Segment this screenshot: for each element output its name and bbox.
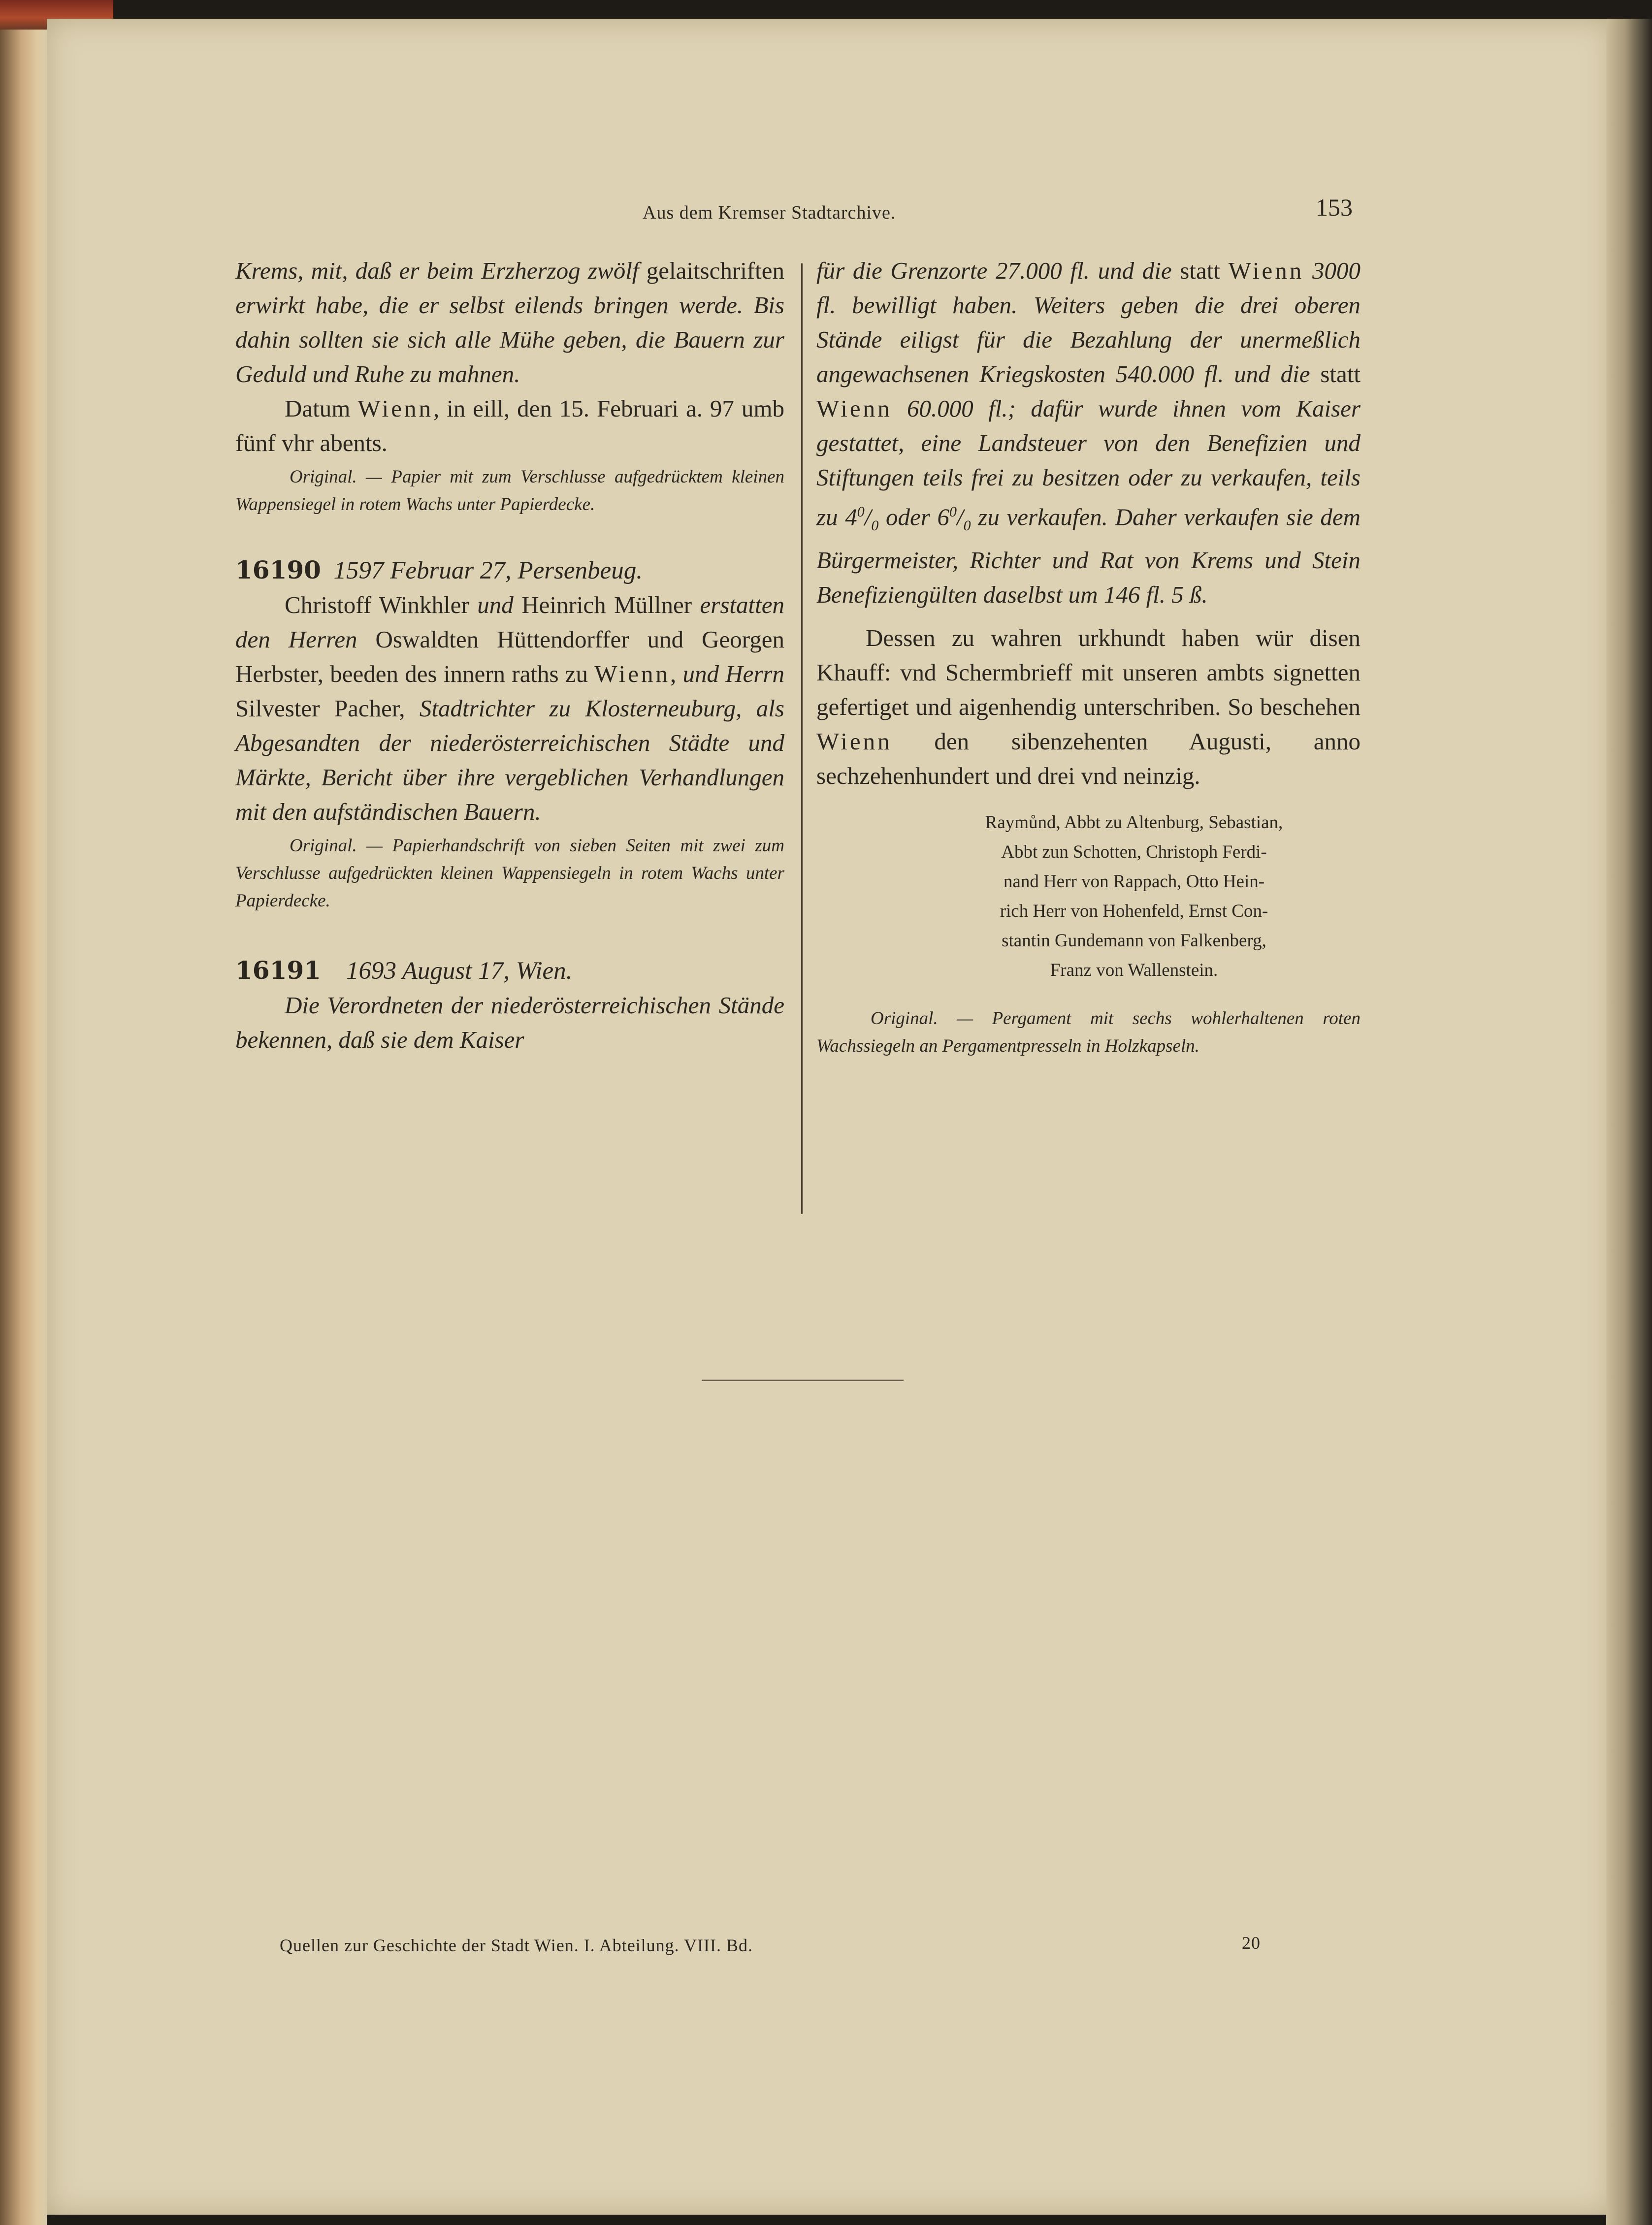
column-divider: [801, 263, 803, 1214]
datum-paragraph: Datum Wienn, in eill, den 15. Februari a. 97 umb fünf vhr abents.: [235, 395, 784, 456]
page-number: 153: [1316, 193, 1353, 221]
entry-16190-text: Christoff Winkhler und Heinrich Müllner erstatten den Herren Oswaldten Hüttendorffer und Georgen Herbster, beeden des innern raths zu Wienn, und Herrn Silvester Pacher, Stadtrichter zu Klosterneuburg, als Abgesandten der niederösterreichischen Städte und Märkte, Bericht über ihre vergeblichen Verhandlungen mit den aufständischen Bauern.: [235, 591, 785, 825]
book-binding: [0, 0, 47, 2225]
dessen-paragraph: Dessen zu wahren urkhundt haben wür disen Khauff: vnd Schermbrieff mit unseren ambts signetten gefertiget und aigenhendig unterschriben. So beschehen Wienn den sibenzehenten Augusti, anno sechzehenhundert und drei vnd neinzig.: [816, 624, 1360, 790]
section-end-rule: [702, 1380, 904, 1381]
note-original-1: Original. — Papier mit zum Verschlusse aufgedrücktem kleinen Wappensiegel in rotem Wachs unter Papierdecke.: [235, 467, 784, 515]
left-column: [235, 254, 784, 1057]
page-stack-edge: [1606, 19, 1652, 2225]
entry-16191-text: Die Verordneten der niederösterreichischen Stände bekennen, daß sie dem Kaiser: [235, 992, 784, 1053]
footer-series: Quellen zur Geschichte der Stadt Wien. I. Abteilung. VIII. Bd.: [280, 1935, 753, 1955]
note-original-16191: Original. — Pergament mit sechs wohlerhaltenen roten Wachssiegeln an Pergamentpresseln in Holzkapseln.: [816, 1008, 1360, 1057]
entry-16191-continuation: für die Grenzorte 27.000 fl. und die statt Wienn 3000 fl. bewilligt haben. Weiters geben die drei oberen Stände eiligst für die Bezahlung der unermeßlich angewachsenen Kriegskosten 540.000 fl. und die statt Wienn 60.000 fl.; dafür wurde ihnen vom Kaiser gestattet, eine Landsteuer von den Benefizien und Stiftungen teils frei zu besitzen oder zu verkaufen, teils zu $4^0/_0$ oder $6^0/_0$ zu verkaufen. Daher verkaufen sie dem Bürgermeister, Richter und Rat von Krems und Stein Benefiziengülten daselbst um 146 fl. 5 ß.: [816, 257, 1360, 609]
signers-block: Raymůnd, Abbt zu Altenburg, Sebastian, Abbt zun Schotten, Christoph Ferdi- nand Herr von Rappach, Otto Hein- rich Herr von Hohenfeld, Ernst Con- stantin Gundemann von Falkenberg, Franz von Wallenstein.: [985, 812, 1283, 981]
footer-signature: 20: [1242, 1933, 1261, 1953]
running-title: Aus dem Kremser Stadtarchive.: [643, 202, 896, 223]
note-original-16190: Original. — Papierhandschrift von sieben Seiten mit zwei zum Verschlusse aufgedrückten kleinen Wappensiegeln in rotem Wachs unter Papierdecke.: [235, 836, 784, 911]
right-column: [816, 254, 1360, 1060]
continuation-paragraph: Krems, mit, daß er beim Erzherzog zwölf gelaitschriften erwirkt habe, die er selbst eilends bringen werde. Bis dahin sollten sie sich alle Mühe geben, die Bauern zur Geduld und Ruhe zu mahnen.: [235, 257, 784, 387]
entry-16191-heading: 16191 1693 August 17, Wien.: [235, 956, 573, 985]
entry-16190-heading: 16190 1597 Februar 27, Persenbeug.: [235, 555, 643, 584]
